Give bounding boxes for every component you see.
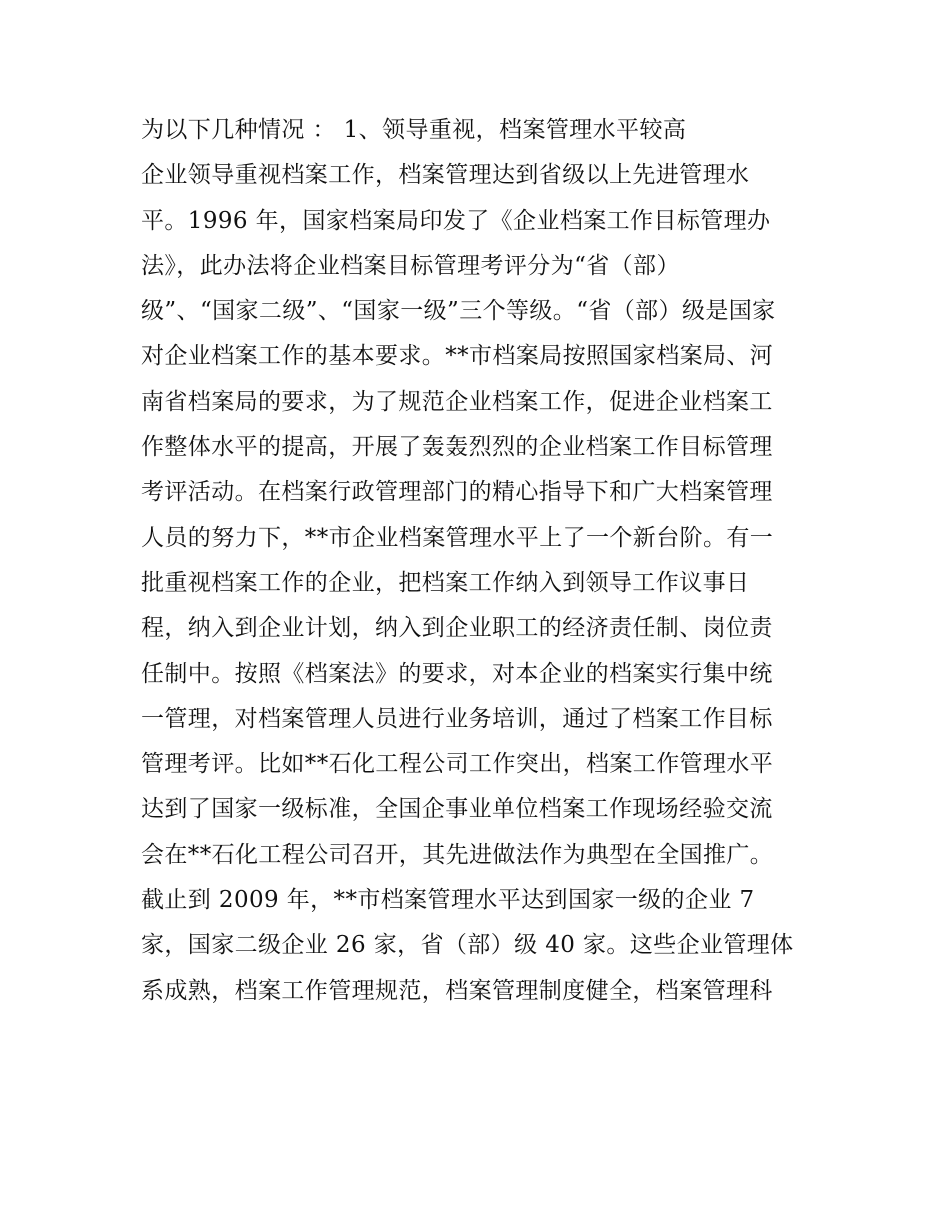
text-line: 截止到 2009 年，**市档案管理水平达到国家一级的企业 7	[141, 887, 755, 914]
body-text	[141, 108, 821, 1014]
text-line: 级”、“国家二级”、“国家一级”三个等级。“省（部）级是国家	[141, 298, 776, 325]
text-line: 达到了国家一级标准，全国企事业单位档案工作现场经验交流	[141, 796, 773, 823]
text-line: 法》，此办法将企业档案目标管理考评分为“省（部）	[141, 252, 680, 279]
text-line: 作整体水平的提高，开展了轰轰烈烈的企业档案工作目标管理	[141, 434, 773, 461]
text-line: 家，国家二级企业 26 家，省（部）级 40 家。这些企业管理体	[141, 932, 794, 959]
text-line: 为以下几种情况 ： 1、领导重视，档案管理水平较高	[141, 117, 687, 143]
text-line: 批重视档案工作的企业，把档案工作纳入到领导工作议事日	[141, 569, 750, 596]
text-line: 会在**石化工程公司召开，其先进做法作为典型在全国推广。	[141, 841, 774, 868]
text-line: 程，纳入到企业计划，纳入到企业职工的经济责任制、岗位责	[141, 615, 773, 642]
text-line: 考评活动。在档案行政管理部门的精心指导下和广大档案管理	[141, 479, 773, 506]
text-line: 人员的努力下，**市企业档案管理水平上了一个新台阶。有一	[141, 524, 774, 551]
text-line: 企业领导重视档案工作，档案管理达到省级以上先进管理水	[141, 162, 750, 189]
text-line: 平。1996 年，国家档案局印发了《企业档案工作目标管理办	[141, 207, 771, 234]
text-line: 任制中。按照《档案法》的要求，对本企业的档案实行集中统	[141, 660, 773, 687]
text-line: 对企业档案工作的基本要求。**市档案局按照国家档案局、河	[141, 343, 774, 370]
text-line: 管理考评。比如**石化工程公司工作突出，档案工作管理水平	[141, 751, 774, 778]
text-line: 南省档案局的要求，为了规范企业档案工作，促进企业档案工	[141, 388, 773, 415]
text-line: 一管理，对档案管理人员进行业务培训，通过了档案工作目标	[141, 705, 773, 732]
text-line: 系成熟，档案工作管理规范，档案管理制度健全，档案管理科	[141, 977, 773, 1004]
